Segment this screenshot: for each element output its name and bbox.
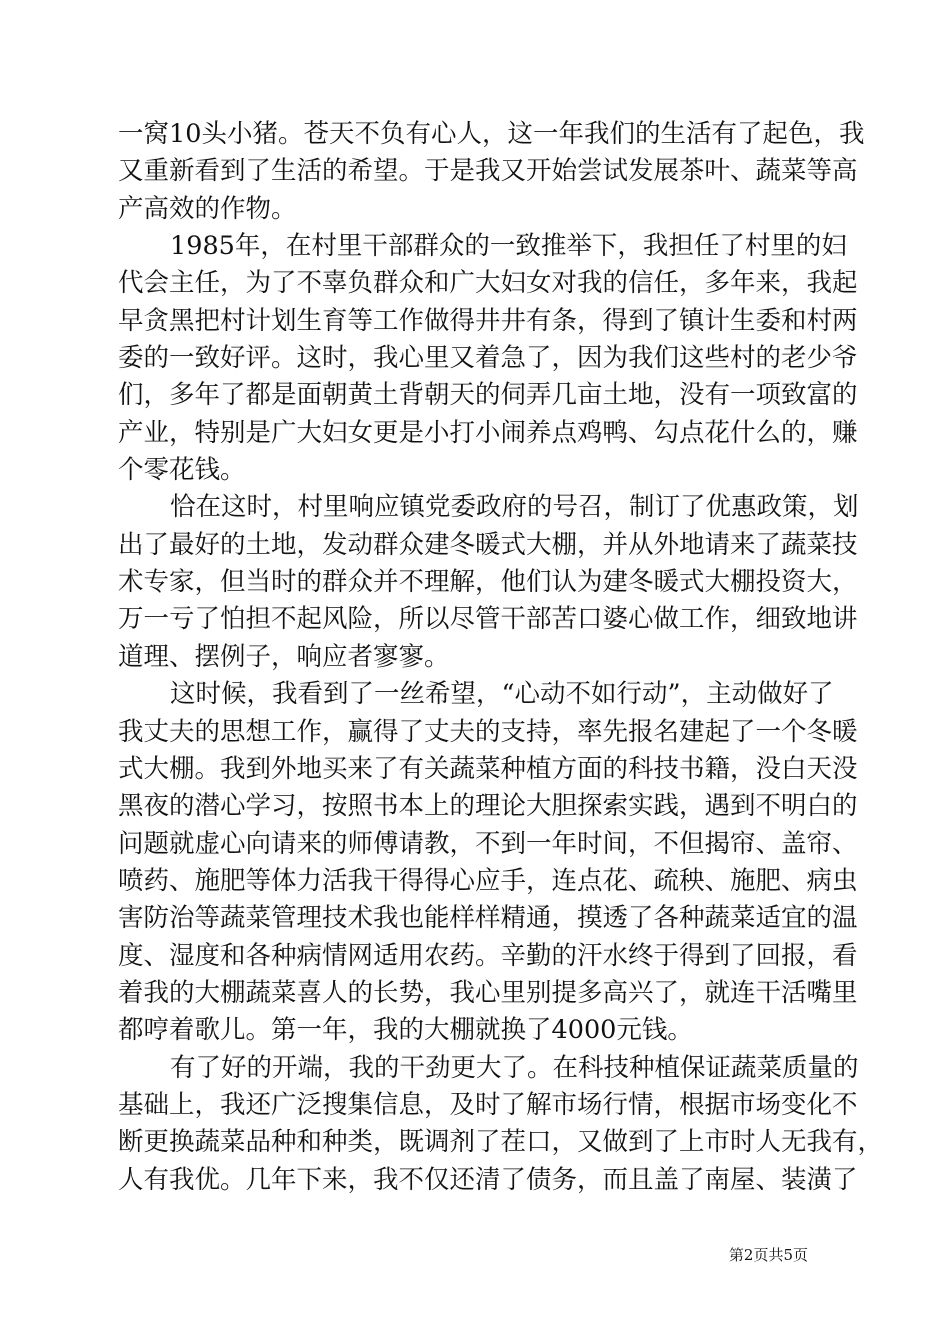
text-line: 基础上，我还广泛搜集信息，及时了解市场行情，根据市场变化不 bbox=[118, 1089, 858, 1120]
text-line: 恰在这时，村里响应镇党委政府的号召，制订了优惠政策，划 bbox=[170, 492, 859, 523]
text-line: 们，多年了都是面朝黄土背朝天的伺弄几亩土地，没有一项致富的 bbox=[118, 380, 858, 411]
paragraph bbox=[118, 676, 858, 1049]
text-line: 这时候，我看到了一丝希望，“心动不如行动”，主动做好了 bbox=[170, 679, 834, 710]
text-line: 式大棚。我到外地买来了有关蔬菜种植方面的科技书籍，没白天没 bbox=[118, 753, 858, 784]
text-line: 万一亏了怕担不起风险，所以尽管干部苦口婆心做工作，细致地讲 bbox=[118, 604, 858, 635]
text-line: 早贪黑把村计划生育等工作做得井井有条，得到了镇计生委和村两 bbox=[118, 305, 858, 336]
text-line: 我丈夫的思想工作，赢得了丈夫的支持，率先报名建起了一个冬暖 bbox=[118, 716, 858, 747]
text-line: 委的一致好评。这时，我心里又着急了，因为我们这些村的老少爷 bbox=[118, 343, 858, 374]
text-line: 代会主任，为了不辜负群众和广大妇女对我的信任，多年来，我起 bbox=[118, 268, 858, 299]
text-line: 喷药、施肥等体力活我干得得心应手，连点花、疏秧、施肥、病虫 bbox=[118, 865, 858, 896]
paragraph bbox=[118, 489, 859, 676]
page-number: 第2页共5页 bbox=[728, 1246, 808, 1264]
text-line: 害防治等蔬菜管理技术我也能样样精通，摸透了各种蔬菜适宜的温 bbox=[118, 903, 858, 934]
text-line: 1985年，在村里干部群众的一致推举下，我担任了村里的妇 bbox=[170, 231, 847, 262]
text-line: 一窝10头小猪。苍天不负有心人，这一年我们的生活有了起色，我 bbox=[118, 119, 865, 149]
text-line: 问题就虚心向请来的师傅请教，不到一年时间，不但揭帘、盖帘、 bbox=[118, 828, 858, 859]
text-line: 人有我优。几年下来，我不仅还清了债务，而且盖了南屋、装潢了 bbox=[118, 1164, 858, 1195]
text-line: 着我的大棚蔬菜喜人的长势，我心里别提多高兴了，就连干活嘴里 bbox=[118, 977, 858, 1008]
paragraph bbox=[118, 228, 858, 489]
text-line: 产业，特别是广大妇女更是小打小闹养点鸡鸭、勾点花什么的，赚 bbox=[118, 417, 858, 448]
text-line: 又重新看到了生活的希望。于是我又开始尝试发展茶叶、蔬菜等高 bbox=[118, 156, 858, 187]
text-line: 有了好的开端，我的干劲更大了。在科技种植保证蔬菜质量的 bbox=[170, 1052, 859, 1083]
text-line: 个零花钱。 bbox=[118, 455, 246, 486]
text-line: 术专家，但当时的群众并不理解，他们认为建冬暖式大棚投资大， bbox=[118, 567, 858, 598]
text-line: 产高效的作物。 bbox=[118, 193, 297, 224]
text-line: 都哼着歌儿。第一年，我的大棚就换了4000元钱。 bbox=[118, 1015, 693, 1046]
text-line: 度、湿度和各种病情网适用农药。辛勤的汗水终于得到了回报，看 bbox=[118, 940, 858, 971]
text-line: 出了最好的土地，发动群众建冬暖式大棚，并从外地请来了蔬菜技 bbox=[118, 529, 858, 560]
paragraph bbox=[118, 1050, 884, 1199]
text-line: 断更换蔬菜品种和种类，既调剂了茬口，又做到了上市时人无我有， bbox=[118, 1127, 884, 1158]
text-line: 黑夜的潜心学习，按照书本上的理论大胆探索实践，遇到不明白的 bbox=[118, 791, 858, 822]
paragraph bbox=[118, 116, 865, 228]
document-body bbox=[118, 116, 884, 1199]
text-line: 道理、摆例子，响应者寥寥。 bbox=[118, 641, 450, 672]
